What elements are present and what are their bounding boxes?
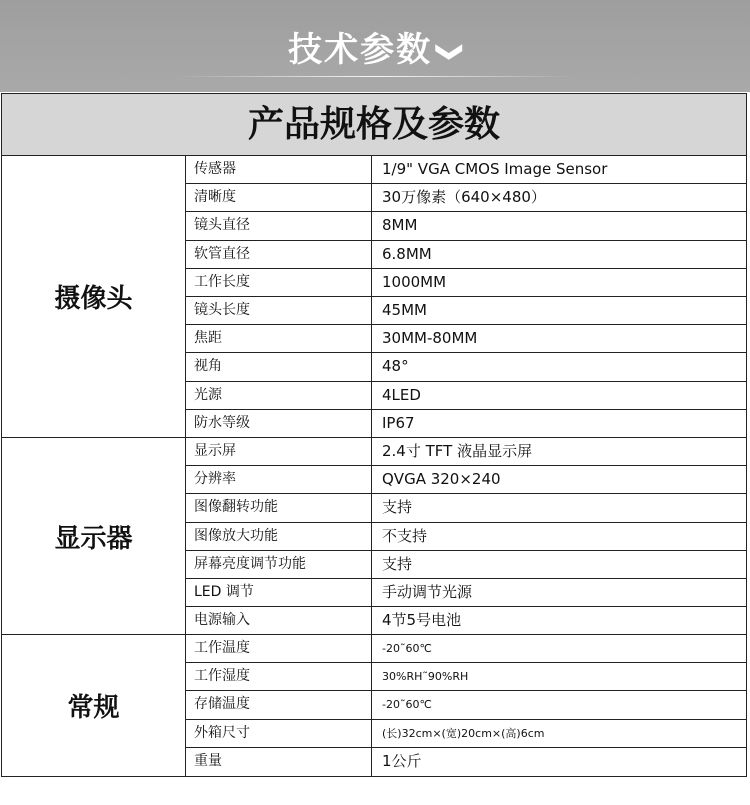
table-row	[186, 579, 746, 607]
banner-divider	[175, 76, 575, 77]
header-banner	[0, 0, 750, 92]
table-row	[186, 551, 746, 579]
row-value: 2.4寸 TFT 液晶显示屏	[382, 442, 533, 460]
row-value: 1000MM	[382, 272, 447, 291]
row-value: 30MM-80MM	[382, 329, 478, 348]
table-row	[186, 663, 746, 691]
row-value: -20˜60℃	[382, 642, 432, 655]
row-key: 镜头直径	[186, 212, 372, 239]
table-row	[186, 353, 746, 381]
row-value: 1/9" VGA CMOS Image Sensor	[382, 160, 608, 178]
row-key: 存储温度	[186, 691, 372, 718]
table-row	[186, 607, 746, 635]
banner-title	[0, 22, 750, 71]
row-key: 工作温度	[186, 635, 372, 662]
row-value: 30%RH˜90%RH	[382, 670, 469, 684]
row-key: 视角	[186, 353, 372, 380]
row-key: 工作湿度	[186, 663, 372, 690]
row-value: 支持	[382, 498, 413, 517]
table-row	[186, 269, 746, 297]
row-key: 分辨率	[186, 466, 372, 493]
group-label: 摄像头	[2, 156, 186, 437]
table-row	[186, 635, 746, 663]
row-key: 传感器	[186, 156, 372, 183]
row-value: 不支持	[382, 526, 428, 545]
row-value: QVGA 320×240	[382, 470, 501, 489]
table-row	[186, 748, 746, 776]
table-row	[186, 241, 746, 269]
row-key: 镜头长度	[186, 297, 372, 324]
table-row	[186, 466, 746, 494]
chevron-down-icon: ❯	[434, 41, 465, 65]
row-value: 30万像素（640×480）	[382, 188, 546, 207]
row-value: 6.8MM	[382, 244, 432, 263]
row-key: 图像放大功能	[186, 523, 372, 550]
row-value: 45MM	[382, 300, 427, 319]
row-key: 焦距	[186, 325, 372, 352]
row-value: 4LED	[382, 385, 421, 404]
row-value: IP67	[382, 413, 415, 432]
group-rows	[186, 635, 746, 776]
row-value: 支持	[382, 554, 413, 573]
spec-group-display	[2, 438, 746, 635]
row-key: 重量	[186, 748, 372, 776]
table-row	[186, 325, 746, 353]
group-label: 显示器	[2, 438, 186, 634]
row-key: 工作长度	[186, 269, 372, 296]
row-key: 电源输入	[186, 607, 372, 635]
row-key: 显示屏	[186, 438, 372, 465]
spec-group-camera	[2, 156, 746, 438]
row-key: 图像翻转功能	[186, 494, 372, 521]
table-row	[186, 297, 746, 325]
table-row	[186, 494, 746, 522]
row-key: 屏幕亮度调节功能	[186, 551, 372, 578]
spec-table-title: 产品规格及参数	[2, 94, 746, 156]
table-row	[186, 523, 746, 551]
table-row	[186, 438, 746, 466]
row-value: 4节5号电池	[382, 611, 462, 630]
group-rows	[186, 156, 746, 438]
spec-table	[1, 93, 747, 777]
table-row	[186, 410, 746, 438]
row-value: (长)32cm×(宽)20cm×(高)6cm	[382, 726, 545, 740]
table-row	[186, 720, 746, 748]
table-row	[186, 212, 746, 240]
row-key: LED 调节	[186, 579, 372, 606]
group-rows	[186, 438, 746, 635]
row-key: 清晰度	[186, 184, 372, 211]
row-value: 8MM	[382, 216, 418, 235]
row-value: 手动调节光源	[382, 582, 473, 601]
banner-title-text: 技术参数	[288, 30, 433, 70]
table-row	[186, 691, 746, 719]
row-key: 软管直径	[186, 241, 372, 268]
row-key: 防水等级	[186, 410, 372, 438]
table-row	[186, 184, 746, 212]
row-value: 48°	[382, 357, 409, 376]
row-key: 外箱尺寸	[186, 720, 372, 747]
table-row	[186, 156, 746, 184]
group-label: 常规	[2, 635, 186, 776]
row-value: -20˜60℃	[382, 698, 432, 712]
row-value: 1公斤	[382, 751, 422, 770]
spec-group-general	[2, 635, 746, 776]
table-row	[186, 382, 746, 410]
row-key: 光源	[186, 382, 372, 409]
